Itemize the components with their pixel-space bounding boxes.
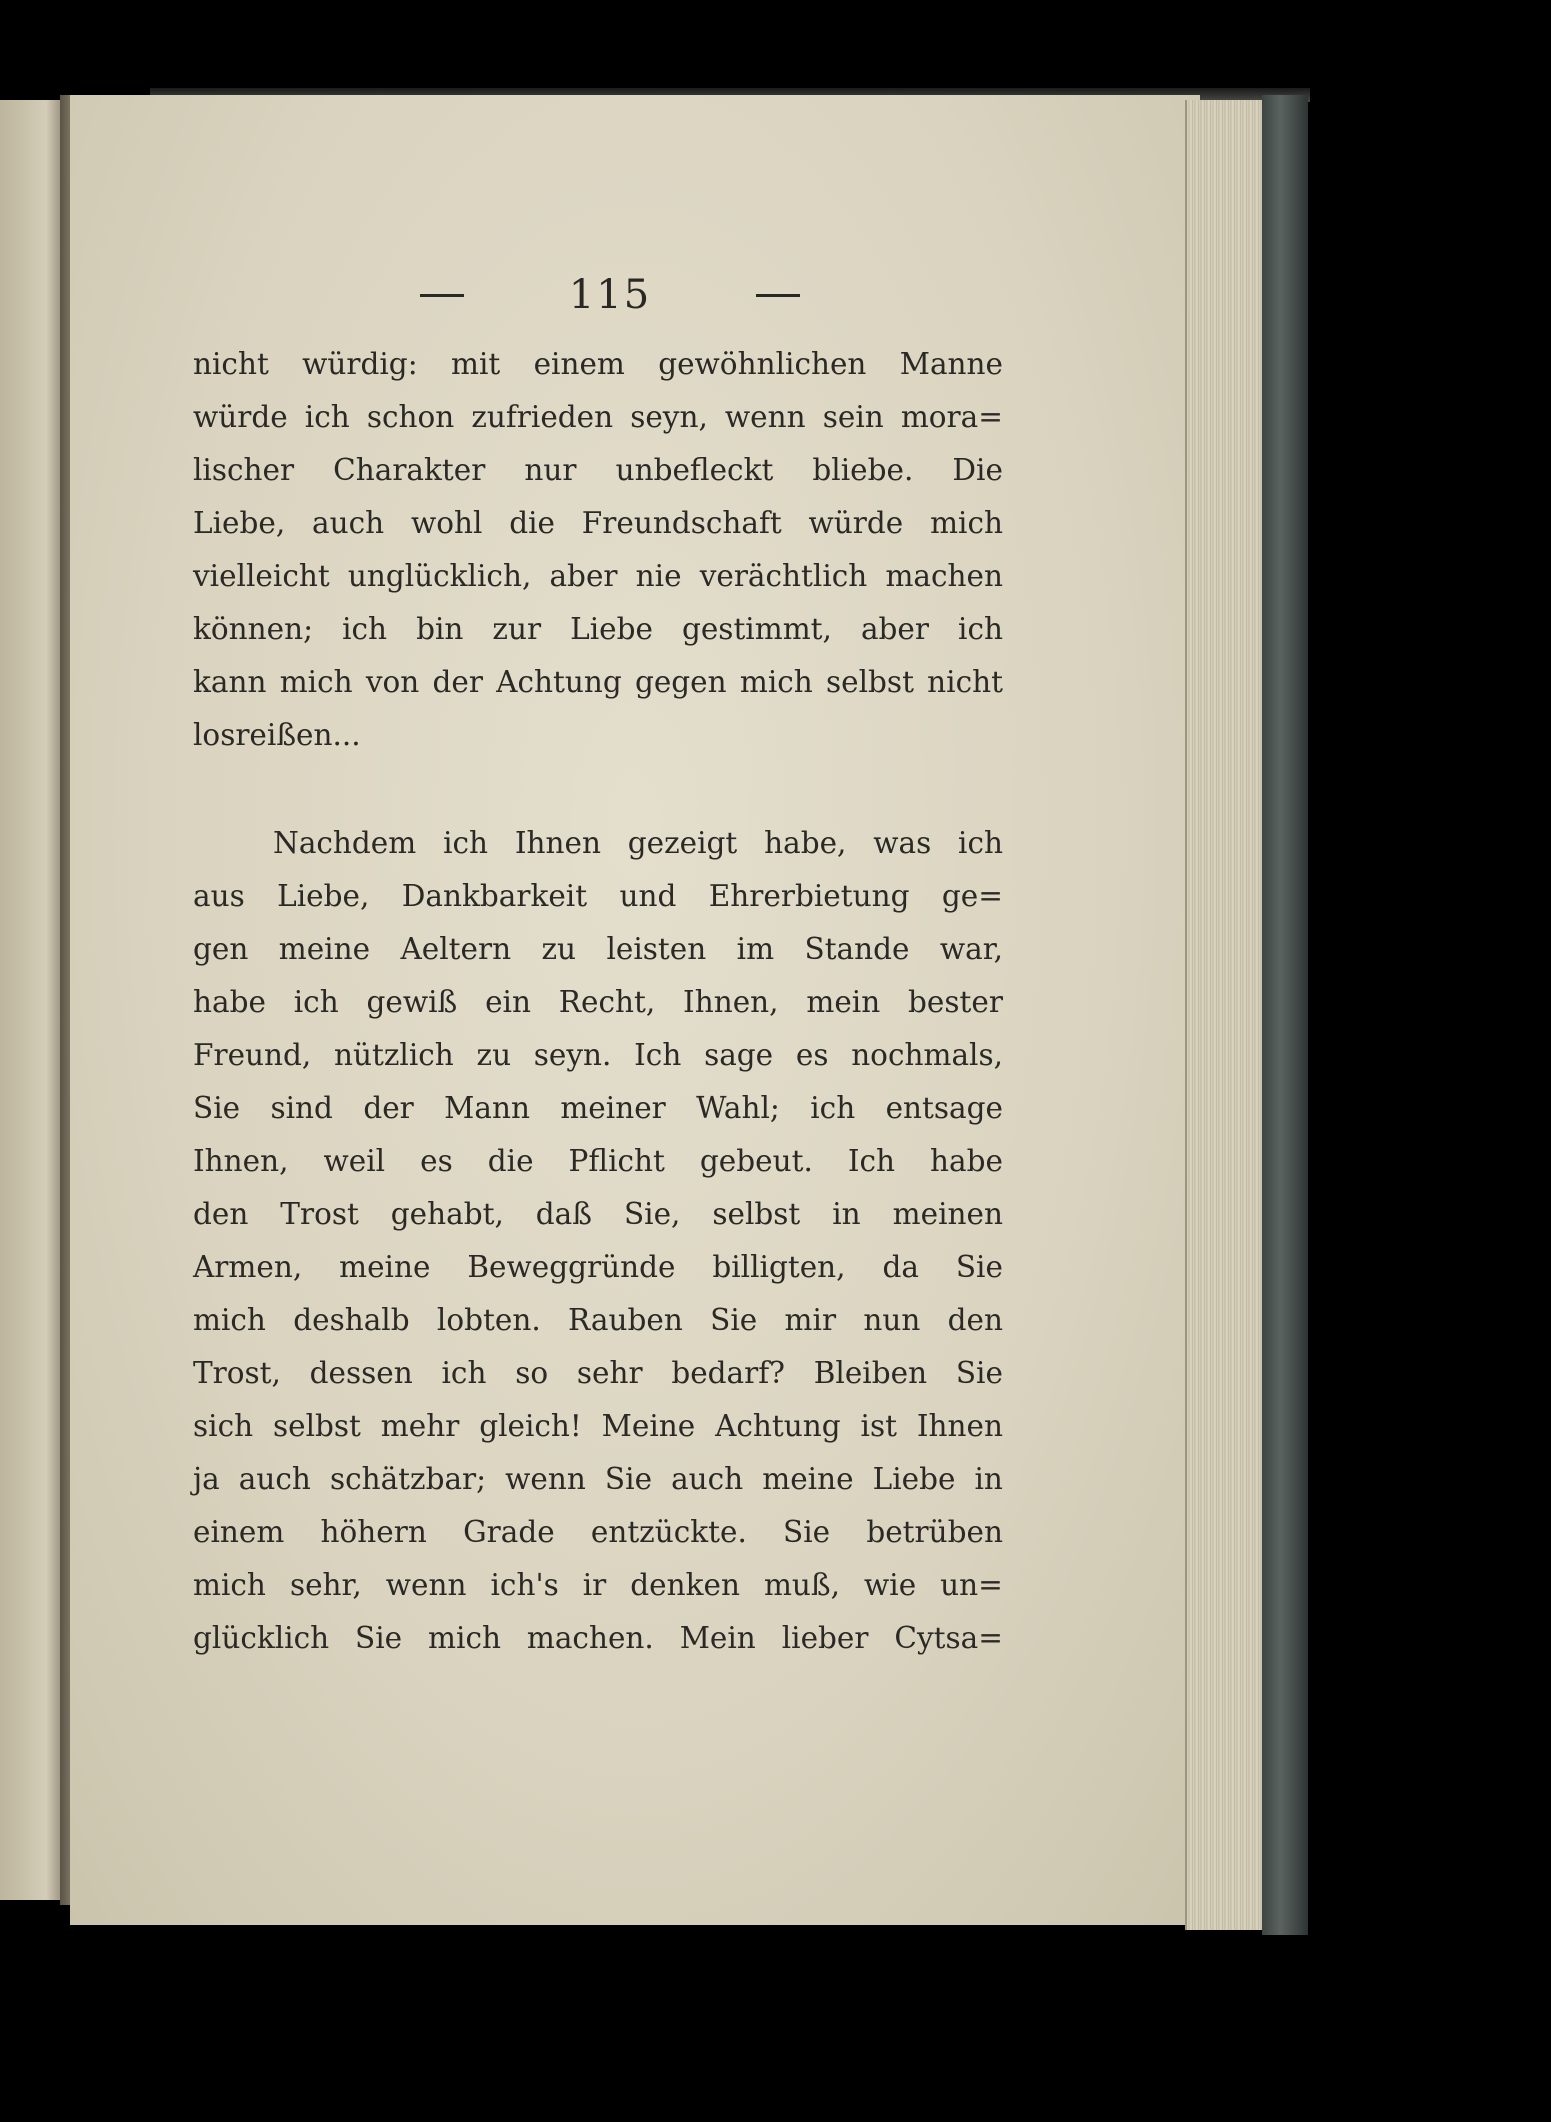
text-line: nicht würdig: mit einem gewöhnlichen Manne: [193, 347, 1003, 381]
text-line: losreißen...: [193, 718, 361, 752]
text-line: glücklich Sie mich machen. Mein lieber Cytsa=: [193, 1621, 1003, 1655]
page-number: 115: [568, 272, 652, 318]
text-line: lischer Charakter nur unbefleckt bliebe. Die: [193, 453, 1003, 487]
page-header: [420, 265, 800, 325]
text-line: Sie sind der Mann meiner Wahl; ich entsage: [193, 1091, 1003, 1125]
text-line: Nachdem ich Ihnen gezeigt habe, was ich: [273, 826, 1003, 860]
text-line: kann mich von der Achtung gegen mich selbst nicht: [193, 665, 1003, 699]
text-line: können; ich bin zur Liebe gestimmt, aber ich: [193, 612, 1003, 646]
text-line: Trost, dessen ich so sehr bedarf? Bleiben Sie: [193, 1356, 1003, 1390]
book-cover: [1262, 95, 1308, 1935]
left-page-edge: [0, 100, 66, 1900]
text-line: mich sehr, wenn ich's ir denken muß, wie un=: [193, 1568, 1003, 1602]
text-line: Ihnen, weil es die Pflicht gebeut. Ich habe: [193, 1144, 1003, 1178]
text-line: gen meine Aeltern zu leisten im Stande war,: [193, 932, 1003, 966]
text-line: einem höhern Grade entzückte. Sie betrüben: [193, 1515, 1003, 1549]
header-right-rule: [756, 294, 800, 297]
body-text: [193, 338, 1003, 1665]
paragraph-1: [193, 338, 1003, 762]
text-line: Freund, nützlich zu seyn. Ich sage es nochmals,: [193, 1038, 1003, 1072]
header-left-rule: [420, 294, 464, 297]
text-line: vielleicht unglücklich, aber nie verächtlich machen: [193, 559, 1003, 593]
paragraph-gap: [193, 762, 1003, 817]
text-line: Liebe, auch wohl die Freundschaft würde mich: [193, 506, 1003, 540]
text-line: aus Liebe, Dankbarkeit und Ehrerbietung ge=: [193, 879, 1003, 913]
text-line: Armen, meine Beweggründe billigten, da Sie: [193, 1250, 1003, 1284]
text-line: sich selbst mehr gleich! Meine Achtung ist Ihnen: [193, 1409, 1003, 1443]
text-line: den Trost gehabt, daß Sie, selbst in meinen: [193, 1197, 1003, 1231]
text-line: ja auch schätzbar; wenn Sie auch meine Liebe in: [193, 1462, 1003, 1496]
text-line: habe ich gewiß ein Recht, Ihnen, mein bester: [193, 985, 1003, 1019]
text-line: mich deshalb lobten. Rauben Sie mir nun den: [193, 1303, 1003, 1337]
text-line: würde ich schon zufrieden seyn, wenn sein mora=: [193, 400, 1003, 434]
paragraph-2: [193, 817, 1003, 1665]
page-edges: [1185, 100, 1267, 1930]
